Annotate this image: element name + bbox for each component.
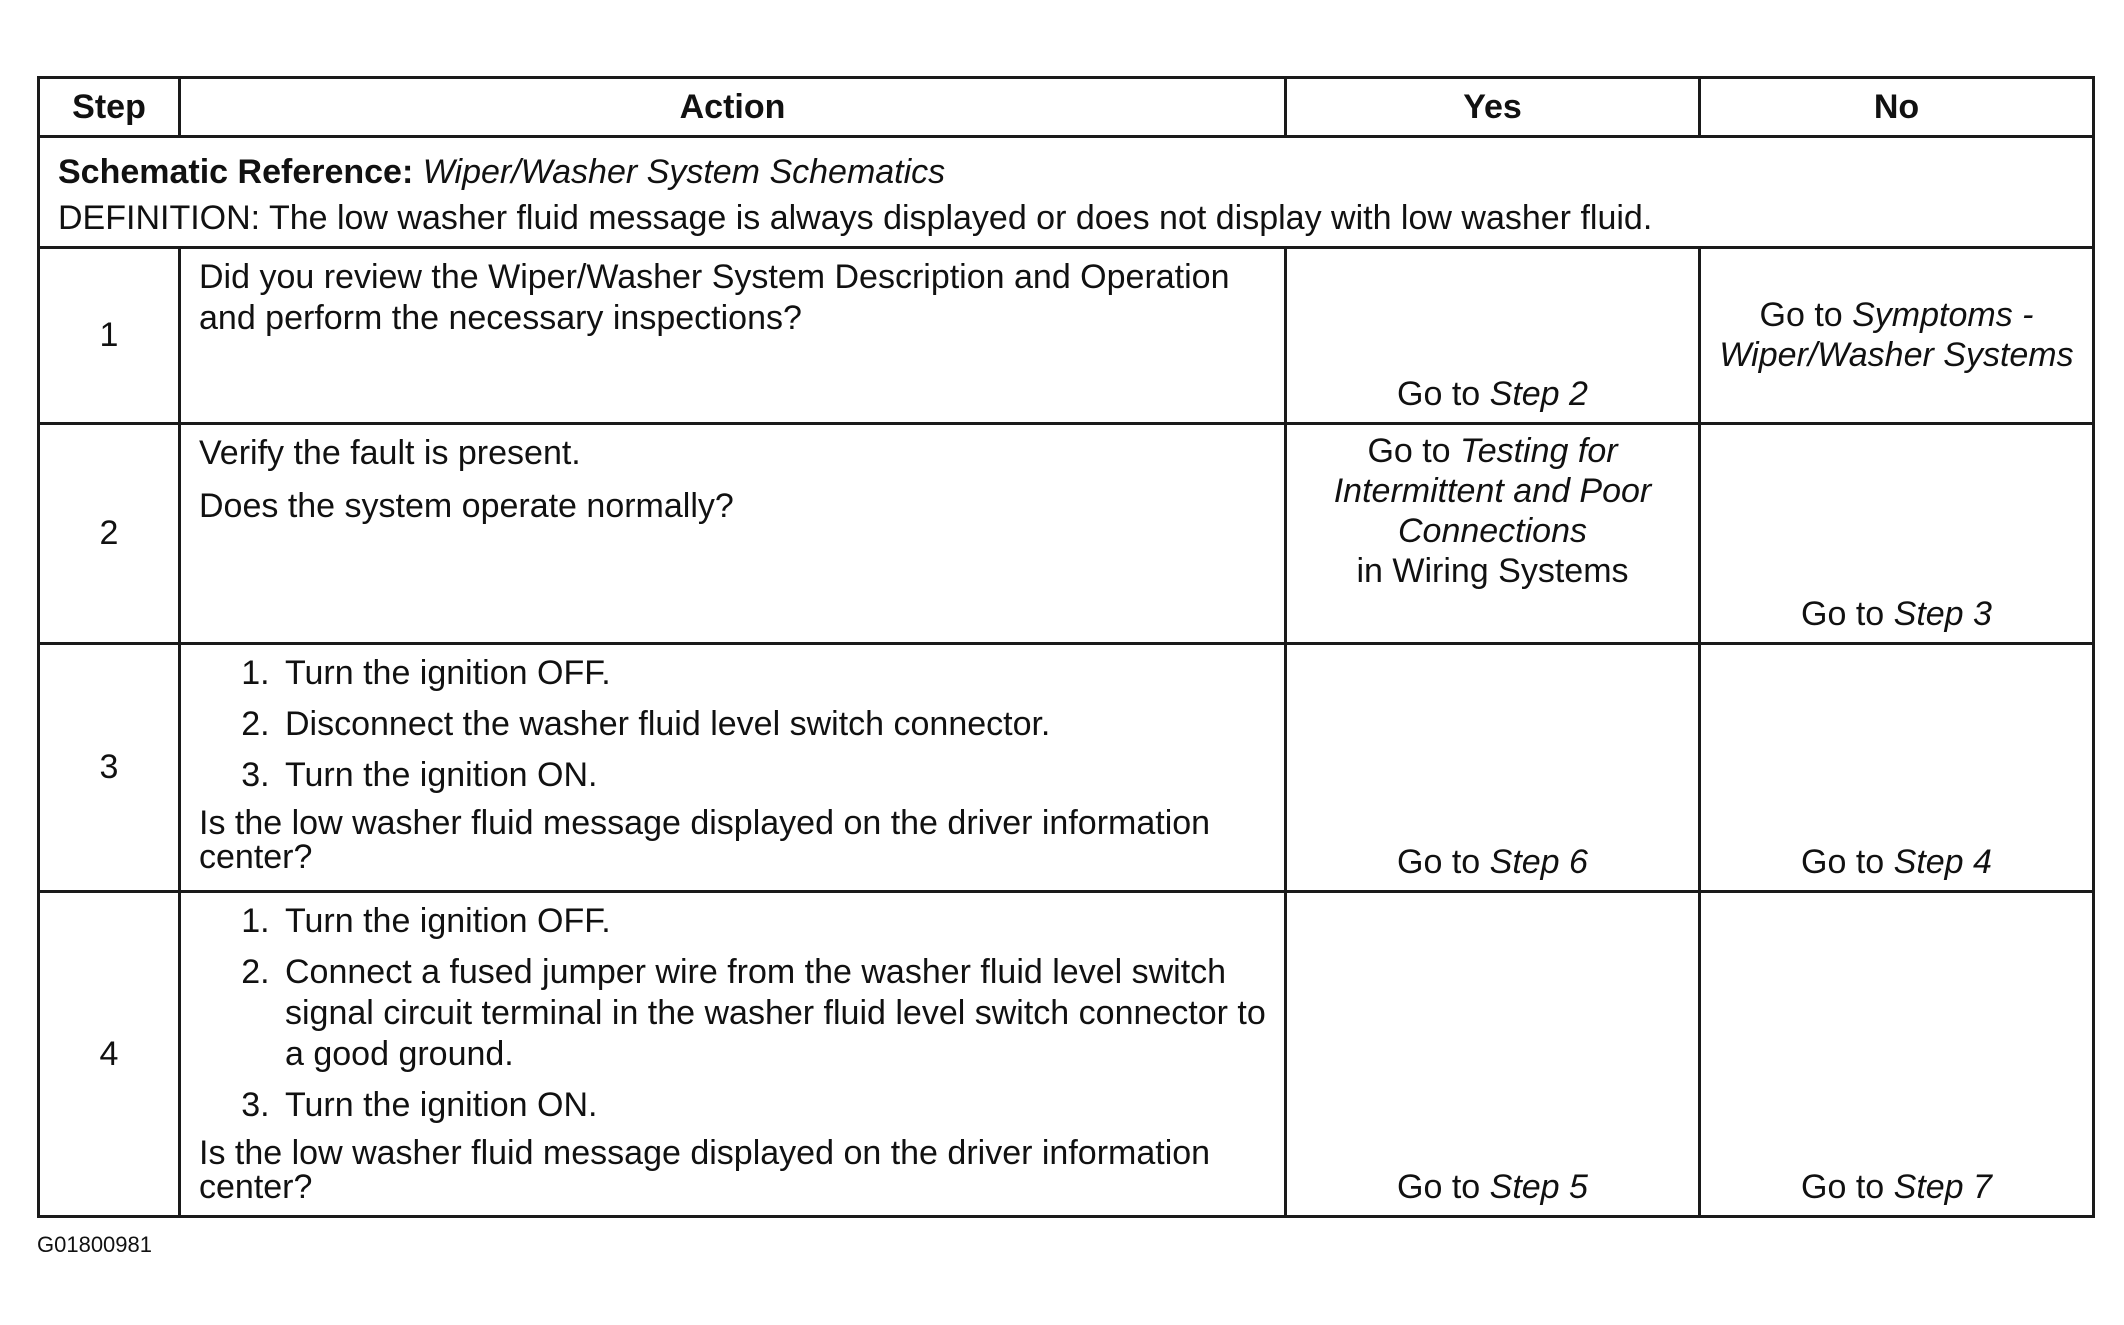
no-prefix: Go to: [1801, 843, 1894, 881]
yes-cell: [1286, 892, 1700, 1217]
yes-cell: [1286, 248, 1700, 424]
list-item: 3. Turn the ignition ON.: [279, 755, 1268, 796]
action-text: Did you review the Wiper/Washer System Description and Operation and perform the necessary inspections?: [199, 258, 1230, 337]
no-prefix: Go to: [1759, 295, 1853, 334]
action-text: Verify the fault is present.: [199, 434, 581, 472]
list-item: 2. Connect a fused jumper wire from the washer fluid level switch signal circuit terminal in the washer fluid level switch connector to a good ground.: [279, 952, 1268, 1075]
no-prefix: Go to: [1801, 1168, 1894, 1206]
schematic-reference: [58, 146, 2074, 198]
yes-suffix: in Wiring Systems: [1356, 552, 1629, 590]
action-question: Does the system operate normally?: [199, 487, 734, 525]
no-link[interactable]: Symptoms - Wiper/Washer Systems: [1719, 295, 2074, 374]
yes-link[interactable]: Testing for Intermittent and Poor Connections: [1333, 432, 1652, 550]
table-row: [39, 424, 2094, 644]
reference-row: [39, 137, 2094, 248]
definition-text: DEFINITION: The low washer fluid message is always displayed or does not display with low washer fluid.: [58, 199, 1653, 237]
yes-prefix: Go to: [1397, 1168, 1490, 1206]
no-cell: [1700, 424, 2094, 644]
header-action: Action: [180, 78, 1286, 137]
yes-link[interactable]: Step 5: [1489, 1168, 1588, 1206]
diagnostic-table: [37, 76, 2095, 1218]
yes-prefix: Go to: [1397, 375, 1490, 413]
schematic-link[interactable]: Wiper/Washer System Schematics: [422, 153, 946, 191]
list-item: 1. Turn the ignition OFF.: [279, 653, 1268, 694]
no-cell: [1700, 892, 2094, 1217]
step-number: 1: [39, 248, 180, 424]
yes-prefix: Go to: [1397, 843, 1490, 881]
action-cell: [180, 892, 1286, 1217]
yes-prefix: Go to: [1367, 432, 1461, 470]
schematic-label: Schematic Reference:: [58, 153, 414, 191]
step-number: 4: [39, 892, 180, 1217]
yes-link[interactable]: Step 2: [1489, 375, 1588, 413]
yes-link[interactable]: Step 6: [1489, 843, 1588, 881]
header-no: No: [1700, 78, 2094, 137]
no-cell: [1700, 644, 2094, 892]
action-cell: [180, 424, 1286, 644]
list-item: 1. Turn the ignition OFF.: [279, 901, 1268, 942]
header-yes: Yes: [1286, 78, 1700, 137]
table-row: [39, 248, 2094, 424]
yes-cell: [1286, 424, 1700, 644]
step-number: 3: [39, 644, 180, 892]
action-question: Is the low washer fluid message displayed on the driver information center?: [199, 1134, 1211, 1206]
step-number: 2: [39, 424, 180, 644]
action-question: Is the low washer fluid message displayed on the driver information center?: [199, 804, 1211, 876]
no-link[interactable]: Step 7: [1893, 1168, 1992, 1206]
list-item: 3. Turn the ignition ON.: [279, 1085, 1268, 1126]
figure-id: G01800981: [37, 1232, 152, 1257]
table-row: [39, 892, 2094, 1217]
action-cell: [180, 644, 1286, 892]
table-row: [39, 644, 2094, 892]
no-link[interactable]: Step 4: [1893, 843, 1992, 881]
procedure-list: [199, 901, 1268, 1126]
header-row: [39, 78, 2094, 137]
action-cell: [180, 248, 1286, 424]
no-prefix: Go to: [1801, 595, 1894, 633]
no-link[interactable]: Step 3: [1893, 595, 1992, 633]
yes-cell: [1286, 644, 1700, 892]
no-cell: [1700, 248, 2094, 424]
list-item: 2. Disconnect the washer fluid level switch connector.: [279, 704, 1268, 745]
procedure-list: [199, 653, 1268, 796]
reference-cell: [39, 137, 2094, 248]
header-step: Step: [39, 78, 180, 137]
